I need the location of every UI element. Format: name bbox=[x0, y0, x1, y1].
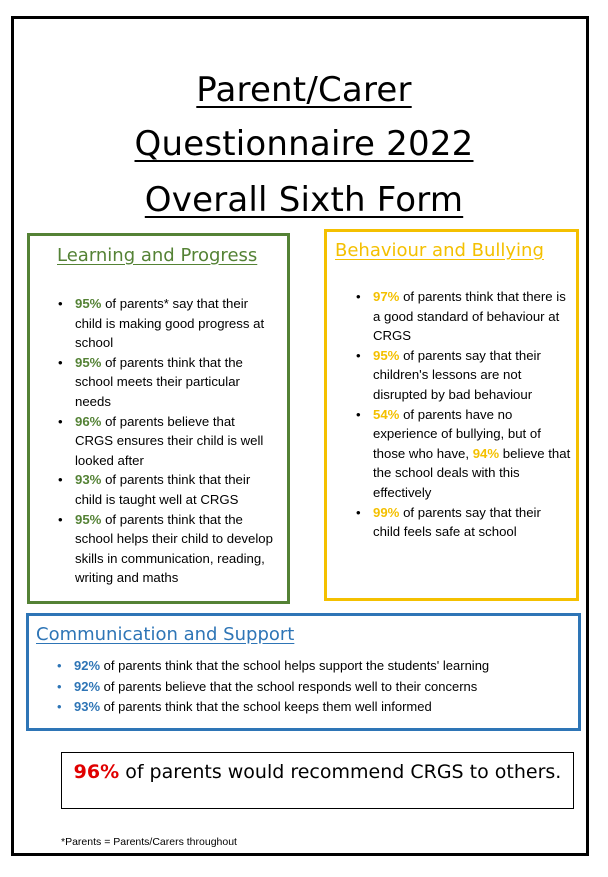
bullet-icon: • bbox=[356, 289, 361, 304]
bullet-icon: • bbox=[57, 678, 62, 694]
item-text: of parents think that the school helps support the students' learning bbox=[100, 658, 490, 673]
recommendation-box bbox=[61, 752, 574, 809]
title-line-2: Questionnaire 2022 bbox=[134, 124, 474, 164]
bullet-icon: • bbox=[58, 472, 63, 488]
behaviour-bullying-list bbox=[356, 287, 571, 542]
item-text: of parents think that the school helps their child to develop skills in communication, reading, writing and maths bbox=[75, 511, 273, 586]
percentage: 95% bbox=[75, 511, 102, 527]
learning-progress-list bbox=[58, 294, 276, 588]
list-item bbox=[356, 503, 571, 542]
list-item bbox=[57, 656, 567, 677]
bullet-icon: • bbox=[356, 504, 361, 520]
item-text: of parents think that there is a good standard of behaviour at CRGS bbox=[373, 289, 566, 344]
item-text: of parents believe that the school responds well to their concerns bbox=[100, 678, 478, 694]
percentage: 95% bbox=[373, 347, 400, 363]
footnote: *Parents = Parents/Carers throughout bbox=[61, 836, 237, 848]
item-text: of parents say that their children's lessons are not disrupted by bad behaviour bbox=[373, 347, 541, 402]
percentage: 92% bbox=[74, 658, 101, 673]
communication-support-heading: Communication and Support bbox=[36, 624, 295, 645]
percentage: 93% bbox=[75, 472, 102, 488]
percentage: 54% bbox=[373, 406, 400, 422]
percentage: 92% bbox=[74, 678, 101, 694]
list-item bbox=[58, 353, 276, 412]
learning-progress-box bbox=[27, 233, 290, 604]
bullet-icon: • bbox=[58, 296, 63, 311]
item-text: of parents believe that CRGS ensures their child is well looked after bbox=[75, 413, 264, 468]
learning-progress-heading: Learning and Progress bbox=[57, 245, 258, 266]
item-text-secondary: believe that the school deals with this effectively bbox=[373, 445, 571, 500]
bullet-icon: • bbox=[57, 699, 62, 714]
bullet-icon: • bbox=[58, 354, 63, 370]
behaviour-bullying-box bbox=[324, 229, 579, 601]
percentage: 95% bbox=[75, 354, 102, 370]
item-text: of parents think that their child is taught well at CRGS bbox=[75, 472, 251, 507]
list-item bbox=[356, 405, 571, 503]
percentage-secondary: 94% bbox=[472, 445, 500, 461]
bullet-icon: • bbox=[58, 511, 63, 527]
list-item bbox=[58, 470, 276, 509]
percentage: 96% bbox=[75, 413, 102, 429]
behaviour-bullying-heading: Behaviour and Bullying bbox=[335, 240, 544, 261]
communication-support-box bbox=[26, 613, 581, 731]
title-line-1: Parent/Carer bbox=[196, 70, 412, 110]
item-text: of parents* say that their child is making good progress at school bbox=[75, 296, 265, 351]
item-text: of parents have no experience of bullying, but of those who have, bbox=[373, 406, 541, 461]
percentage: 97% bbox=[373, 289, 400, 304]
percentage: 99% bbox=[373, 504, 400, 520]
list-item bbox=[58, 294, 276, 353]
recommendation-percentage: 96% bbox=[73, 761, 120, 783]
bullet-icon: • bbox=[356, 347, 361, 363]
bullet-icon: • bbox=[58, 413, 63, 429]
item-text: of parents say that their child feels safe at school bbox=[373, 504, 541, 540]
item-text: of parents think that the school meets their particular needs bbox=[75, 354, 243, 409]
bullet-icon: • bbox=[356, 406, 361, 422]
title-line-3: Overall Sixth Form bbox=[144, 180, 464, 220]
list-item bbox=[356, 287, 571, 346]
recommendation-text bbox=[62, 761, 573, 783]
percentage: 93% bbox=[74, 699, 101, 714]
list-item bbox=[57, 697, 567, 718]
list-item bbox=[356, 346, 571, 405]
list-item bbox=[58, 412, 276, 471]
item-text: of parents think that the school keeps them well informed bbox=[100, 699, 432, 714]
list-item bbox=[57, 677, 567, 698]
bullet-icon: • bbox=[57, 658, 62, 673]
percentage: 95% bbox=[75, 296, 102, 311]
communication-support-list bbox=[57, 656, 567, 718]
recommendation-statement: of parents would recommend CRGS to others. bbox=[119, 761, 562, 783]
list-item bbox=[58, 510, 276, 588]
